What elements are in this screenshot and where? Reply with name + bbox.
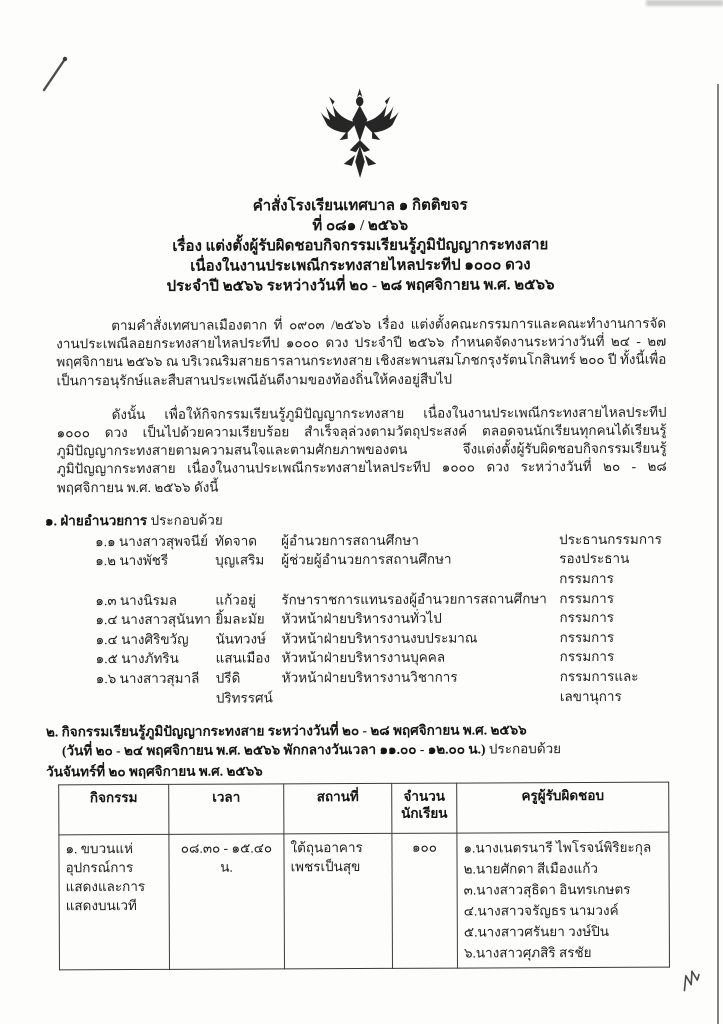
document-title-block [0, 194, 722, 297]
member-role: กรรมการและเลขานุการ [559, 668, 639, 704]
schedule-row [59, 832, 670, 970]
member-position: หัวหน้าฝ่ายบริหารงานทั่วไป [281, 610, 442, 627]
section2-subheading [62, 739, 678, 761]
member-number-name: ๑.๕ นางภัทริน [95, 651, 179, 667]
member-number-name: ๑.๑ นางสาวสุพจนีย์ [95, 533, 209, 549]
member-number-name: ๑.๖ นางสาวสุมาลี [95, 670, 200, 687]
section1-heading-bold: ๑. ฝ่ายอำนวยการ [45, 512, 148, 529]
order-occasion: เนื่องในงานประเพณีกระทงสายไหลประทีป ๑๐๐๐ ดวง [190, 257, 531, 275]
col-header-students: จำนวน นักเรียน [392, 783, 457, 833]
committee-row [96, 647, 678, 669]
committee-list [95, 529, 678, 708]
schedule-header-row [59, 782, 669, 835]
member-position: รักษาราชการแทนรองผู้อำนวยการสถานศึกษา [281, 590, 547, 607]
garuda-emblem-icon [312, 84, 407, 192]
member-surname: ทัดจาด [215, 533, 258, 549]
member-surname: ปรีดิปริทรรศน์ [215, 670, 273, 706]
teacher-name: ๕.นางสาวศรันยา วงษ์ปิน [463, 924, 610, 940]
section2-subheading-bold: (วันที่ ๒๐ - ๒๔ พฤศจิกายน พ.ศ. ๒๕๖๖ พักกลางวันเวลา ๑๑.๐๐ - ๑๒.๐๐ น.) [62, 741, 486, 759]
committee-row [95, 608, 677, 630]
member-position: หัวหน้าฝ่ายบริหารงานวิชาการ [281, 669, 458, 686]
section1-heading [45, 508, 677, 530]
committee-row [95, 529, 677, 551]
cell-activity: ๑. ขบวนแห่ อุปกรณ์การแสดงและการแสดงบนเวที [59, 835, 170, 970]
order-number: ที่ ๐๘๑ / ๒๕๖๖ [312, 217, 409, 235]
member-surname: บุญเสริม [215, 552, 265, 569]
member-role: กรรมการ [559, 610, 615, 626]
member-surname: แก้วอยู่ [215, 592, 256, 608]
member-role: รองประธานกรรมการ [559, 551, 630, 587]
member-number-name: ๑.๓ นางนิรมล [95, 592, 178, 608]
member-role: กรรมการ [559, 590, 615, 606]
member-position: หัวหน้าฝ่ายบริหารงานบุคคล [281, 650, 446, 666]
col-header-time: เวลา [169, 784, 284, 835]
teacher-name: ๒.นายศักดา สีเมืองแก้ว [463, 861, 598, 877]
committee-row [95, 549, 677, 591]
member-number-name: ๑.๔ นางศิริขวัญ [95, 631, 189, 647]
section1-heading-rest: ประกอบด้วย [147, 512, 223, 528]
member-number-name: ๑.๔ นางสาวสุนันทา [95, 611, 212, 628]
member-surname: แสนเมือง [215, 650, 271, 667]
member-surname: นันทวงษ์ [215, 631, 267, 647]
cell-time: ๐๘.๓๐ - ๑๕.๔๐ น. [169, 834, 285, 970]
order-title: คำสั่งโรงเรียนเทศบาล ๑ กิตติขจร [252, 197, 468, 215]
teacher-name: ๓.นางสาวสุธิดา อินทรเกษตร [463, 882, 631, 898]
cell-student-count: ๑๐๐ [392, 833, 458, 968]
cell-place: ใต้ถุนอาคารเพชรเป็นสุข [284, 834, 393, 969]
teacher-name: ๑.นางเนตรนารี ไพโรจน์พิริยะกุล [463, 839, 652, 856]
document-body [44, 315, 679, 971]
member-role: กรรมการ [559, 649, 615, 665]
member-position: หัวหน้าฝ่ายบริหารงานงบประมาณ [281, 630, 478, 647]
order-subject: เรื่อง แต่งตั้งผู้รับผิดชอบกิจกรรมเรียนรู้ภูมิปัญญากระทงสาย [172, 237, 549, 255]
col-header-teachers: ครูผู้รับผิดชอบ [457, 782, 669, 833]
member-role: กรรมการ [559, 629, 615, 645]
teacher-name: ๖.นางสาวศุภสิริ สรชัย [463, 945, 592, 961]
schedule-date-heading: วันจันทร์ที่ ๒๐ พฤศจิกายน พ.ศ. ๒๕๖๖ [46, 763, 263, 780]
section2-subheading-rest: ประกอบด้วย [485, 741, 562, 757]
member-surname: ยิ้มละมัย [215, 611, 265, 627]
col-header-activity: กิจกรรม [59, 785, 169, 835]
member-role: ประธานกรรมการ [559, 531, 662, 547]
cell-teachers [457, 832, 670, 968]
member-position: ผู้ช่วยผู้อำนวยการสถานศึกษา [281, 552, 452, 568]
paragraph-purpose: ดังนั้น เพื่อให้กิจกรรมเรียนรู้ภูมิปัญญากระทงสาย เนื่องในงานประเพณีกระทงสายไหลประทีป ๑๐๐๐ ดวง เป็นไปด้วยความเรียบร้อย สำเร็จลุล่วงตามวัตถุประสงค์ ตลอดจนนักเรียนทุกคนได้เรียนรู้ภูมิปัญญากระทงสายตามความสนใจและตามศักยภาพของตน จึงแต่งตั้งผู้รับผิดชอบกิจกรรมเรียนรู้ ภูมิปัญญากระทงสาย เนื่องในงานประเพณีกระทงสายไหลประทีป ๑๐๐๐ ดวง ระหว่างวันที่ ๒๐ - ๒๘ พฤศจิกายน พ.ศ. ๒๕๖๖ ดังนี้ [56, 404, 667, 495]
schedule-table [58, 782, 670, 971]
member-number-name: ๑.๒ นางพัชรี [95, 553, 169, 569]
paragraph-reference: ตามคำสั่งเทศบาลเมืองตาก ที่ ๐๙๐๓ /๒๕๖๖ เรื่อง แต่งตั้งคณะกรรมการและคณะทำงานการจัดงานประเพณีลอยกระทงสายไหลประทีป ๑๐๐๐ ดวง ประจำปี ๒๕๖๖ กำหนดจัดงานระหว่างวันที่ ๒๔ - ๒๗ พฤศจิกายน ๒๕๖๖ ณ บริเวณริมสายธารลานกระทงสาย เชิงสะพานสมโภชกรุงรัตนโกสินทร์ ๒๐๐ ปี ทั้งนี้เพื่อเป็นการอนุรักษ์และสืบสานประเพณีอันดีงามของท้องถิ่นให้คงอยู่สืบไป [56, 315, 667, 388]
section2-heading: ๒. กิจกรรมเรียนรู้ภูมิปัญญากระทงสาย ระหว่างวันที่ ๒๐ - ๒๘ พฤศจิกายน พ.ศ. ๒๕๖๖ [45, 722, 527, 740]
col-header-place: สถานที่ [284, 784, 392, 834]
member-position: ผู้อำนวยการสถานศึกษา [281, 532, 419, 549]
committee-row [96, 627, 678, 649]
order-period: ประจำปี ๒๕๖๖ ระหว่างวันที่ ๒๐ - ๒๘ พฤศจิกายน พ.ศ. ๒๕๖๖ [166, 277, 555, 295]
committee-row [95, 588, 677, 610]
teacher-name: ๔.นางสาวจรัญธร นามวงค์ [463, 903, 619, 919]
committee-row [96, 667, 678, 709]
